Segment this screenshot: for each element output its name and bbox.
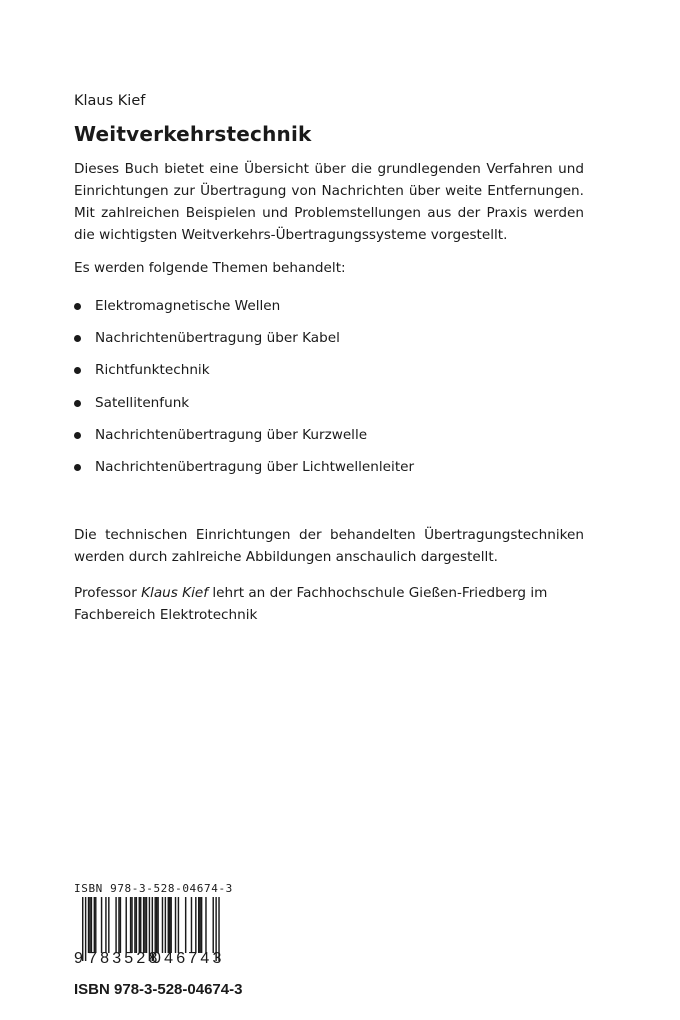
barcode-digits-right: 046743 xyxy=(152,950,225,967)
barcode-bar xyxy=(198,897,199,953)
illustrations-paragraph: Die technischen Einrichtungen der behandelten Übertragungstechniken werden durch zahlreiche Abbildungen anschaulich dargestellt. xyxy=(74,527,584,565)
author-bio-name: Klaus Kief xyxy=(141,585,209,601)
topic-label: Nachrichtenübertragung über Lichtwellenleiter xyxy=(95,458,415,475)
barcode-bar xyxy=(146,897,147,953)
bullet-icon xyxy=(74,303,81,310)
book-description: Dieses Buch bietet eine Übersicht über die grundlegenden Verfahren und Einrichtungen zur Übertragung von Nachrichten über weite Entfernungen. Mit zahlreichen Beispielen und Problemstellungen aus der Praxis werden die wichtigsten Weitverkehrs-Übertragungssysteme vorgestellt. xyxy=(74,161,584,243)
barcode-bar xyxy=(94,897,95,953)
list-item xyxy=(74,330,414,362)
barcode-bar xyxy=(101,897,102,953)
barcode-bar xyxy=(199,897,200,953)
isbn-top-label: ISBN 978-3-528-04674-3 xyxy=(74,882,233,895)
topics-list xyxy=(74,298,414,491)
author-bio xyxy=(74,582,584,626)
barcode-bar xyxy=(108,897,109,953)
topic-label: Satellitenfunk xyxy=(95,394,190,411)
barcode-bar xyxy=(91,897,92,953)
isbn-bottom-label: ISBN 978-3-528-04674-3 xyxy=(74,981,243,998)
barcode-bar xyxy=(139,897,140,953)
barcode-bar xyxy=(205,897,206,953)
list-item xyxy=(74,362,414,394)
author-bio-prefix: Professor xyxy=(74,585,137,601)
book-title: Weitverkehrstechnik xyxy=(74,122,312,146)
barcode-bar xyxy=(155,897,156,953)
barcode-bar xyxy=(105,897,106,953)
barcode-bar xyxy=(157,897,158,953)
barcode-bar xyxy=(140,897,141,953)
barcode-bar xyxy=(201,897,202,953)
barcode-bar xyxy=(118,897,119,953)
bullet-icon xyxy=(74,367,81,374)
bullet-icon xyxy=(74,400,81,407)
barcode-bar xyxy=(95,897,96,953)
bullet-icon xyxy=(74,432,81,439)
barcode-bar xyxy=(120,897,121,953)
barcode-guard-bar xyxy=(85,897,86,961)
barcode-bar xyxy=(134,897,135,953)
barcode-bar xyxy=(169,897,170,953)
list-item xyxy=(74,459,414,491)
barcode-bar xyxy=(175,897,176,953)
bullet-icon xyxy=(74,335,81,342)
barcode-bar xyxy=(136,897,137,953)
topics-intro: Es werden folgende Themen behandelt: xyxy=(74,260,346,276)
barcode-digit-lead: 9 xyxy=(74,950,83,967)
barcode-bar xyxy=(168,897,169,953)
barcode-bar xyxy=(144,897,145,953)
list-item xyxy=(74,395,414,427)
barcode-bar xyxy=(115,897,116,953)
author-bio-text: lehrt an der Fachhochschule Gießen-Friedberg im Fachbereich Elektrotechnik xyxy=(74,585,548,623)
barcode-bar xyxy=(213,897,214,953)
barcode-bar xyxy=(162,897,163,953)
barcode-bar xyxy=(131,897,132,953)
list-item xyxy=(74,427,414,459)
barcode-bar xyxy=(185,897,186,953)
barcode-bar xyxy=(126,897,127,953)
barcode-bar xyxy=(156,897,157,953)
barcode-bar xyxy=(195,897,196,953)
barcode-bar xyxy=(191,897,192,953)
barcode-bar xyxy=(89,897,90,953)
topic-label: Elektromagnetische Wellen xyxy=(95,298,281,314)
topic-label: Nachrichtenübertragung über Kabel xyxy=(95,330,340,347)
barcode-bar xyxy=(170,897,171,953)
barcode-bar xyxy=(130,897,131,953)
barcode-digits-left: 783528 xyxy=(88,950,161,967)
barcode-bar xyxy=(143,897,144,953)
barcode-bar xyxy=(88,897,89,953)
author-name: Klaus Kief xyxy=(74,93,146,109)
bullet-icon xyxy=(74,464,81,471)
list-item xyxy=(74,298,414,330)
barcode-bar xyxy=(165,897,166,953)
topic-label: Nachrichtenübertragung über Kurzwelle xyxy=(95,426,368,443)
barcode-bar xyxy=(178,897,179,953)
topic-label: Richtfunktechnik xyxy=(95,362,210,379)
